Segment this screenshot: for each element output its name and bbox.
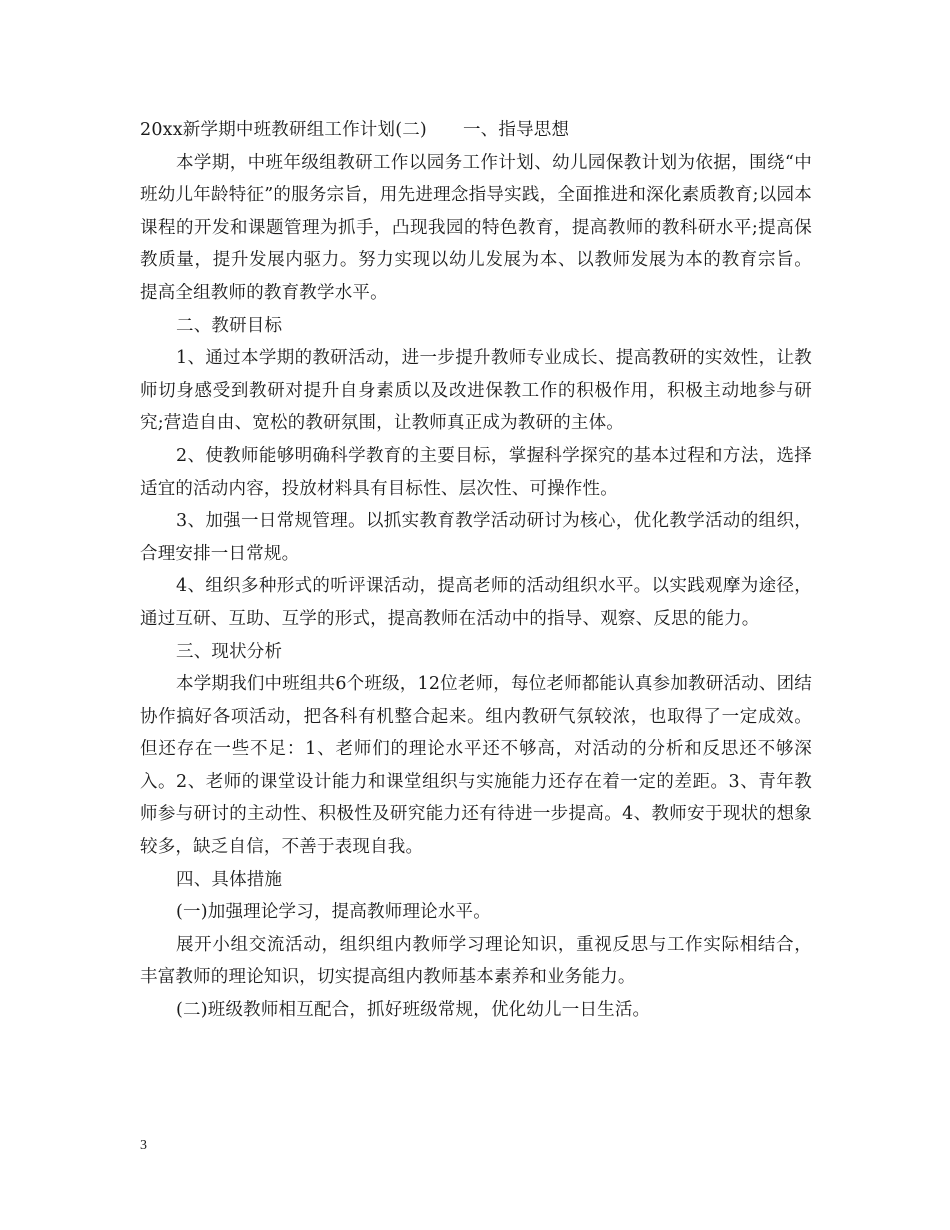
paragraph-guiding-ideology: 本学期，中班年级组教研工作以园务工作计划、幼儿园保教计划为依据，围绕“中班幼儿年龄特征”的服务宗旨，用先进理念指导实践，全面推进和深化素质教育;以园本课程的开发和课题管理为抓手，凸现我园的特色教育，提高教师的教科研水平;提高保教质量，提升发展内驱力。努力实现以幼儿发展为本、以教师发展为本的教育宗旨。提高全组教师的教育教学水平。 <box>140 152 812 303</box>
section-heading-guiding-ideology: 一、指导思想 <box>462 120 570 140</box>
document-body <box>140 114 812 1027</box>
paragraph-goal-4: 4、组织多种形式的听评课活动，提高老师的活动组织水平。以实践观摩为途径，通过互研、互助、互学的形式，提高教师在活动中的指导、观察、反思的能力。 <box>140 576 812 629</box>
section-heading-research-goals: 二、教研目标 <box>176 315 283 336</box>
document-title: 20xx新学期中班教研组工作计划(二) <box>140 120 427 140</box>
paragraph-measure-1-heading: (一)加强理论学习，提高教师理论水平。 <box>176 902 491 923</box>
paragraph-status-analysis: 本学期我们中班组共6个班级，12位老师，每位老师都能认真参加教研活动、团结协作搞好各项活动，把各科有机整合起来。组内教研气氛较浓，也取得了一定成效。但还存在一些不足：1、老师们的理论水平还不够高，对活动的分析和反思还不够深入。2、老师的课堂设计能力和课堂组织与实施能力还存在着一定的差距。3、青年教师参与研讨的主动性、积极性及研究能力还有待进一步提高。4、教师安于现状的想象较多，缺乏自信，不善于表现自我。 <box>140 674 812 858</box>
section-heading-status-analysis: 三、现状分析 <box>176 641 283 662</box>
page-number: 3 <box>140 1138 147 1153</box>
title-line <box>140 114 812 147</box>
paragraph-measure-2-heading: (二)班级教师相互配合，抓好班级常规，优化幼儿一日生活。 <box>176 1000 651 1021</box>
paragraph-measure-1-body: 展开小组交流活动，组织组内教师学习理论知识，重视反思与工作实际相结合，丰富教师的理论知识，切实提高组内教师基本素养和业务能力。 <box>140 934 812 988</box>
paragraph-goal-2: 2、使教师能够明确科学教育的主要目标，掌握科学探究的基本过程和方法，选择适宜的活动内容，投放材料具有目标性、层次性、可操作性。 <box>140 445 812 499</box>
paragraph-goal-1: 1、通过本学期的教研活动，进一步提升教师专业成长、提高教研的实效性，让教师切身感受到教研对提升自身素质以及改进保教工作的积极作用，积极主动地参与研究;营造自由、宽松的教研氛围，让教师真正成为教研的主体。 <box>140 348 812 434</box>
paragraph-goal-3: 3、加强一日常规管理。以抓实教育教学活动研讨为核心，优化教学活动的组织，合理安排一日常规。 <box>140 511 812 564</box>
section-heading-measures: 四、具体措施 <box>176 869 283 890</box>
